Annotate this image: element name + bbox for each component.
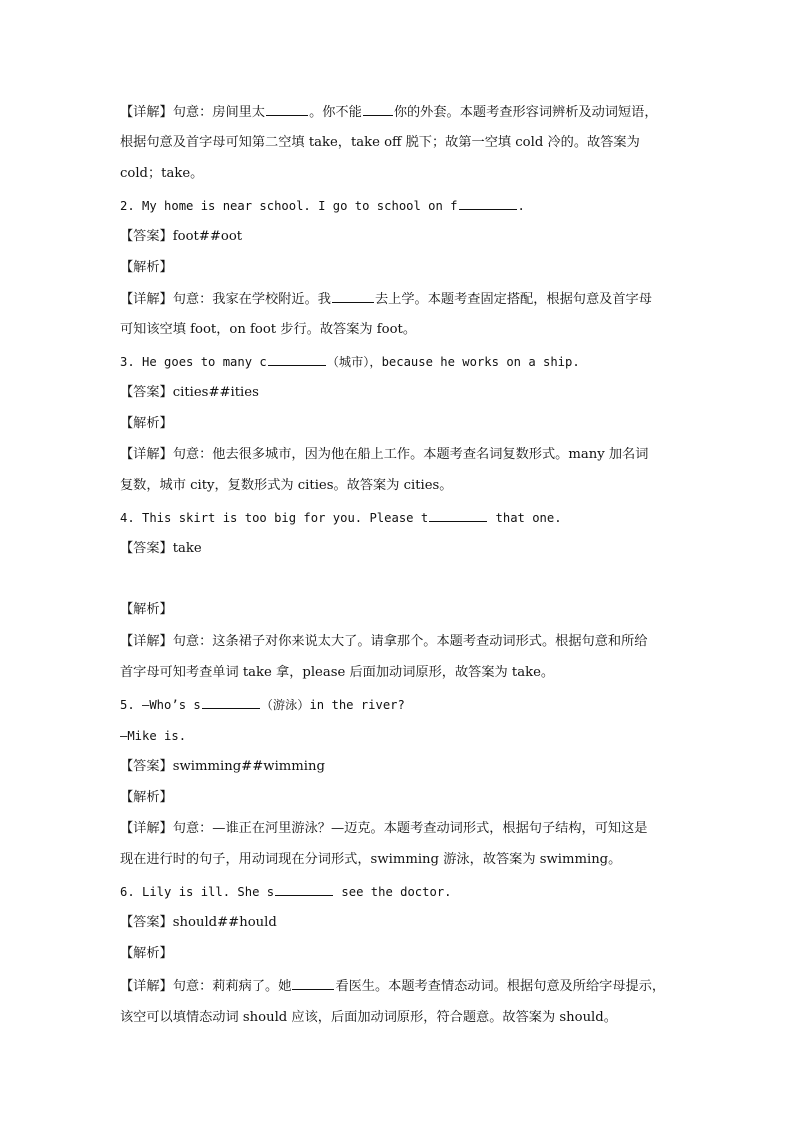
explanation-line: 该空可以填情态动词 should 应该，后面加动词原形，符合题意。故答案为 should。	[120, 1010, 617, 1025]
question-5-reply: —Mike is.	[120, 729, 187, 743]
explanation-line: 【详解】句意：莉莉病了。她 看医生。本题考查情态动词。根据句意及所给字母提示，	[120, 976, 680, 997]
analysis-heading: 【解析】	[120, 260, 173, 275]
answer-line: 【答案】take	[120, 541, 202, 556]
answer-blank	[292, 976, 334, 990]
explanation-line: cold；take。	[120, 166, 204, 181]
answer-blank	[459, 196, 517, 210]
answer-blank	[202, 695, 260, 709]
answer-line: 【答案】cities##ities	[120, 385, 259, 400]
analysis-heading: 【解析】	[120, 416, 173, 431]
answer-blank	[275, 882, 333, 896]
answer-blank	[363, 102, 393, 116]
answer-blank	[266, 102, 308, 116]
explanation-line: 根据句意及首字母可知第二空填 take，take off 脱下；故第一空填 cold 冷的。故答案为	[120, 135, 640, 150]
answer-line: 【答案】swimming##wimming	[120, 759, 325, 774]
question-6: 6. Lily is ill. She s see the doctor.	[120, 882, 680, 902]
analysis-heading: 【解析】	[120, 602, 173, 617]
answer-blank	[268, 352, 326, 366]
question-5: 5. —Who’s s （游泳）in the river?	[120, 695, 680, 715]
explanation-line: 【详解】句意：我家在学校附近。我 去上学。本题考查固定搭配，根据句意及首字母	[120, 289, 680, 310]
explanation-line: 首字母可知考查单词 take 拿，please 后面加动词原形，故答案为 take。	[120, 665, 555, 680]
explanation-line: 【详解】句意：—谁正在河里游泳？—迈克。本题考查动词形式，根据句子结构，可知这是	[120, 821, 648, 836]
explanation-line: 可知该空填 foot，on foot 步行。故答案为 foot。	[120, 322, 417, 337]
question-3: 3. He goes to many c （城市），because he works on a ship.	[120, 352, 680, 372]
question-4: 4. This skirt is too big for you. Please t that one.	[120, 508, 680, 528]
explanation-line: 复数，城市 city，复数形式为 cities。故答案为 cities。	[120, 478, 453, 493]
answer-blank	[429, 508, 487, 522]
analysis-heading: 【解析】	[120, 790, 173, 805]
answer-blank	[332, 289, 374, 303]
explanation-line: 现在进行时的句子，用动词现在分词形式，swimming 游泳，故答案为 swimming。	[120, 852, 622, 867]
explanation-line: 【详解】句意：房间里太 。你不能 你的外套。本题考查形容词辨析及动词短语，	[120, 102, 680, 123]
question-2: 2. My home is near school. I go to school on f .	[120, 196, 680, 216]
answer-line: 【答案】foot##oot	[120, 229, 243, 244]
explanation-line: 【详解】句意：他去很多城市，因为他在船上工作。本题考查名词复数形式。many 加名词	[120, 447, 649, 462]
analysis-heading: 【解析】	[120, 946, 173, 961]
explanation-line: 【详解】句意：这条裙子对你来说太大了。请拿那个。本题考查动词形式。根据句意和所给	[120, 634, 648, 649]
answer-line: 【答案】should##hould	[120, 915, 277, 930]
